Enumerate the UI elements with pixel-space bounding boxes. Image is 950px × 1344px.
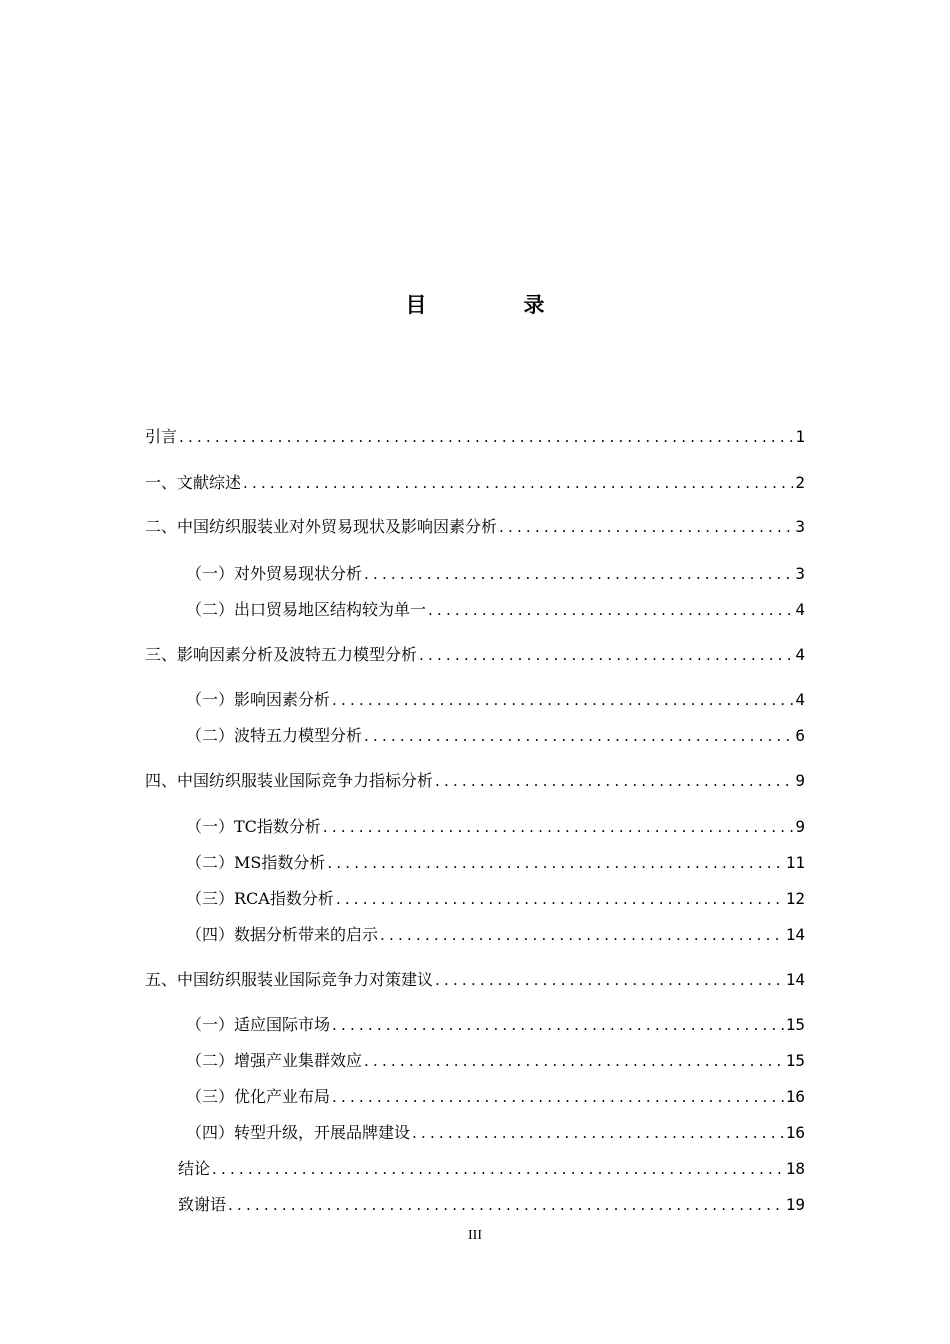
toc-entry-page: 14: [785, 970, 805, 989]
dot-leader: [499, 516, 793, 538]
toc-entry-label: 五、中国纺织服装业国际竞争力对策建议: [145, 970, 434, 989]
dot-leader: [380, 924, 784, 946]
toc-entry-label: （四）数据分析带来的启示: [186, 925, 379, 944]
toc-entry[interactable]: [145, 516, 805, 538]
toc-entry[interactable]: [145, 969, 805, 991]
toc-entry[interactable]: [145, 472, 805, 494]
toc-entry-label: 三、影响因素分析及波特五力模型分析: [145, 645, 418, 664]
toc-entry[interactable]: [186, 1014, 805, 1036]
toc-entry-page: 14: [785, 925, 805, 944]
toc-entry-label: （二）增强产业集群效应: [186, 1051, 363, 1070]
toc-entry[interactable]: [186, 924, 805, 946]
toc-entry[interactable]: [186, 725, 805, 747]
toc-entry[interactable]: [186, 816, 805, 838]
toc-entry-page: 18: [785, 1159, 805, 1178]
toc-entry[interactable]: [145, 426, 805, 448]
toc-entry-page: 11: [785, 853, 805, 872]
toc-entry-label: （二）出口贸易地区结构较为单一: [186, 600, 427, 619]
toc-entry-page: 6: [795, 726, 805, 745]
toc-entry-label: （一）对外贸易现状分析: [186, 564, 363, 583]
dot-leader: [364, 563, 793, 585]
toc-entry-page: 3: [795, 517, 805, 536]
toc-entry-label: （三）RCA指数分析: [186, 889, 334, 908]
dot-leader: [435, 969, 784, 991]
dot-leader: [412, 1122, 784, 1144]
dot-leader: [428, 599, 793, 621]
toc-entry[interactable]: [186, 1050, 805, 1072]
toc-entry-label: 引言: [145, 427, 178, 446]
dot-leader: [364, 1050, 784, 1072]
toc-entry-page: 15: [785, 1051, 805, 1070]
dot-leader: [336, 888, 784, 910]
toc-entry-page: 9: [795, 817, 805, 836]
toc-entry[interactable]: [178, 1194, 805, 1216]
dot-leader: [243, 472, 793, 494]
toc-title: 目 录: [405, 293, 583, 317]
toc-entry-page: 16: [785, 1087, 805, 1106]
toc-entry-label: 结论: [178, 1159, 211, 1178]
toc-entry-label: （二）波特五力模型分析: [186, 726, 363, 745]
toc-entry[interactable]: [178, 1158, 805, 1180]
toc-entry-label: （二）MS指数分析: [186, 853, 326, 872]
toc-entry[interactable]: [145, 770, 805, 792]
toc-entry-label: （一）影响因素分析: [186, 690, 331, 709]
toc-entry[interactable]: [186, 563, 805, 585]
toc-entry-page: 3: [795, 564, 805, 583]
toc-entry[interactable]: [186, 852, 805, 874]
toc-entry-page: 19: [785, 1195, 805, 1214]
toc-entry-page: 16: [785, 1123, 805, 1142]
dot-leader: [419, 644, 793, 666]
dot-leader: [332, 1086, 784, 1108]
toc-entry-page: 4: [795, 690, 805, 709]
dot-leader: [435, 770, 793, 792]
dot-leader: [332, 1014, 784, 1036]
dot-leader: [323, 816, 793, 838]
toc-entry-label: 四、中国纺织服装业国际竞争力指标分析: [145, 771, 434, 790]
toc-entry[interactable]: [186, 1086, 805, 1108]
toc-entry[interactable]: [186, 888, 805, 910]
toc-entry-page: 1: [795, 427, 805, 446]
toc-entry-label: 二、中国纺织服装业对外贸易现状及影响因素分析: [145, 517, 498, 536]
toc-entry-label: （三）优化产业布局: [186, 1087, 331, 1106]
dot-leader: [179, 426, 793, 448]
toc-entry-page: 15: [785, 1015, 805, 1034]
toc-entry[interactable]: [186, 1122, 805, 1144]
toc-entry-page: 4: [795, 645, 805, 664]
toc-entry[interactable]: [186, 689, 805, 711]
dot-leader: [327, 852, 783, 874]
toc-entry[interactable]: [145, 644, 805, 666]
toc-entry-label: （一）TC指数分析: [186, 817, 321, 836]
dot-leader: [228, 1194, 784, 1216]
dot-leader: [332, 689, 793, 711]
toc-entry-page: 2: [795, 473, 805, 492]
toc-entry-label: 一、文献综述: [145, 473, 242, 492]
toc-entry[interactable]: [186, 599, 805, 621]
toc-entry-page: 4: [795, 600, 805, 619]
footer-page-number: III: [468, 1228, 482, 1243]
dot-leader: [212, 1158, 784, 1180]
toc-entry-label: 致谢语: [178, 1195, 227, 1214]
toc-entry-label: （四）转型升级，开展品牌建设: [186, 1123, 411, 1142]
toc-entry-page: 12: [785, 889, 805, 908]
toc-entry-page: 9: [795, 771, 805, 790]
toc-entry-label: （一）适应国际市场: [186, 1015, 331, 1034]
dot-leader: [364, 725, 793, 747]
